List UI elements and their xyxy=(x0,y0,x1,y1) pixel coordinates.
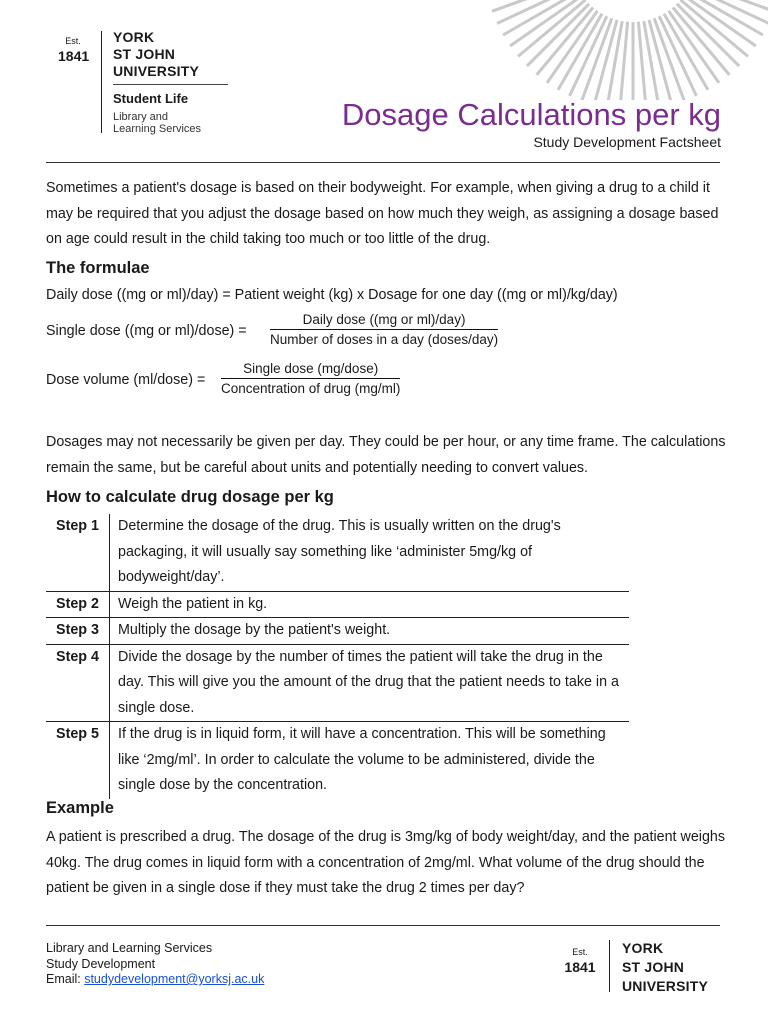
table-row xyxy=(46,618,629,645)
step-label: Step 1 xyxy=(46,514,110,591)
footer-line: Library and Learning Services xyxy=(46,941,213,955)
dose-volume-numerator: Single dose (mg/dose) xyxy=(221,361,400,379)
dose-volume-label: Dose volume (ml/dose) = xyxy=(46,372,206,388)
footer-logo-established xyxy=(563,948,597,974)
dose-volume-fraction xyxy=(221,361,400,396)
dose-volume-denominator: Concentration of drug (mg/ml) xyxy=(221,381,401,396)
single-dose-label: Single dose ((mg or ml)/dose) = xyxy=(46,323,247,339)
page-title: Dosage Calculations per kg xyxy=(341,97,721,132)
footer-logo-year: 1841 xyxy=(564,959,596,975)
step-text: If the drug is in liquid form, it will have a concentration. This will be something like ‘2mg/ml’. In order to calculate the volume to be administered, divide the single dose by the concentration. xyxy=(110,722,630,799)
sunburst-graphic xyxy=(486,0,768,100)
footer-university-name-line: ST JOHN xyxy=(622,959,685,975)
table-row xyxy=(46,722,629,799)
daily-dose-formula: Daily dose ((mg or ml)/day) = Patient weight (kg) x Dosage for one day ((mg or ml)/kg/day) xyxy=(46,287,618,303)
step-label: Step 3 xyxy=(46,618,110,645)
logo-rule xyxy=(113,84,228,85)
university-name-line: ST JOHN xyxy=(113,46,176,62)
footer-university-name-line: UNIVERSITY xyxy=(622,978,709,994)
department-name: Student Life xyxy=(113,91,189,106)
steps-table xyxy=(46,514,629,799)
example-heading: Example xyxy=(46,799,114,817)
footer-university-name-line: YORK xyxy=(622,940,664,956)
footer-contact xyxy=(46,941,264,988)
step-label: Step 5 xyxy=(56,726,99,742)
sub-department-line: Learning Services xyxy=(113,123,202,135)
howto-heading: How to calculate drug dosage per kg xyxy=(46,488,334,506)
step-label: Step 4 xyxy=(46,644,110,722)
logo-year: 1841 xyxy=(58,48,90,64)
step-text: Weigh the patient in kg. xyxy=(110,591,630,618)
footer-line: Study Development xyxy=(46,956,156,971)
footer-logo-est-label: Est. xyxy=(572,947,588,957)
single-dose-numerator: Daily dose ((mg or ml)/day) xyxy=(270,312,498,330)
logo-established xyxy=(58,37,88,63)
formulae-heading: The formulae xyxy=(46,259,150,277)
table-row xyxy=(46,514,629,591)
table-row xyxy=(46,591,629,618)
table-row xyxy=(46,644,629,722)
logo-est-label: Est. xyxy=(65,36,81,46)
step-text: Multiply the dosage by the patient's weight. xyxy=(110,618,630,645)
step-label: Step 2 xyxy=(46,591,110,618)
step-text: Determine the dosage of the drug. This is usually written on the drug's packaging, it will usually say something like ‘administer 5mg/kg of bodyweight/day’. xyxy=(110,514,630,591)
logo-divider xyxy=(101,31,102,133)
step-text: Divide the dosage by the number of times the patient will take the drug in the day. This will give you the amount of the drug that the patient needs to take in a single dose. xyxy=(110,644,630,722)
example-paragraph: A patient is prescribed a drug. The dosage of the drug is 3mg/kg of body weight/day, and the patient weighs 40kg. The drug comes in liquid form with a concentration of 2mg/ml. What volume of the drug should the patient be given in a single dose if they must take the drug 2 times per day? xyxy=(46,829,726,896)
footer-email-line xyxy=(46,972,264,988)
university-name-line: YORK xyxy=(113,29,155,45)
footer-university-name xyxy=(622,939,708,996)
single-dose-fraction xyxy=(270,312,498,347)
units-note-paragraph: Dosages may not necessarily be given per day. They could be per hour, or any time frame. The calculations remain the same, but be careful about units and potentially needing to convert values. xyxy=(46,434,726,476)
intro-paragraph: Sometimes a patient's dosage is based on their bodyweight. For example, when giving a drug to a child it may be required that you adjust the dosage based on how much they weigh, as assigning a dosage based on age could result in the child taking too much or too little of the drug. xyxy=(46,180,719,247)
page-subtitle: Study Development Factsheet xyxy=(533,134,721,150)
sub-department-name xyxy=(113,111,201,135)
footer-rule xyxy=(46,925,720,926)
email-label: Email: xyxy=(46,972,85,986)
university-name xyxy=(113,29,199,80)
university-name-line: UNIVERSITY xyxy=(113,63,200,79)
footer-logo-divider xyxy=(609,940,610,992)
header-rule xyxy=(46,162,720,163)
email-link[interactable]: studydevelopment@yorksj.ac.uk xyxy=(84,972,265,986)
single-dose-denominator: Number of doses in a day (doses/day) xyxy=(270,332,499,347)
sub-department-line: Library and xyxy=(113,111,169,123)
